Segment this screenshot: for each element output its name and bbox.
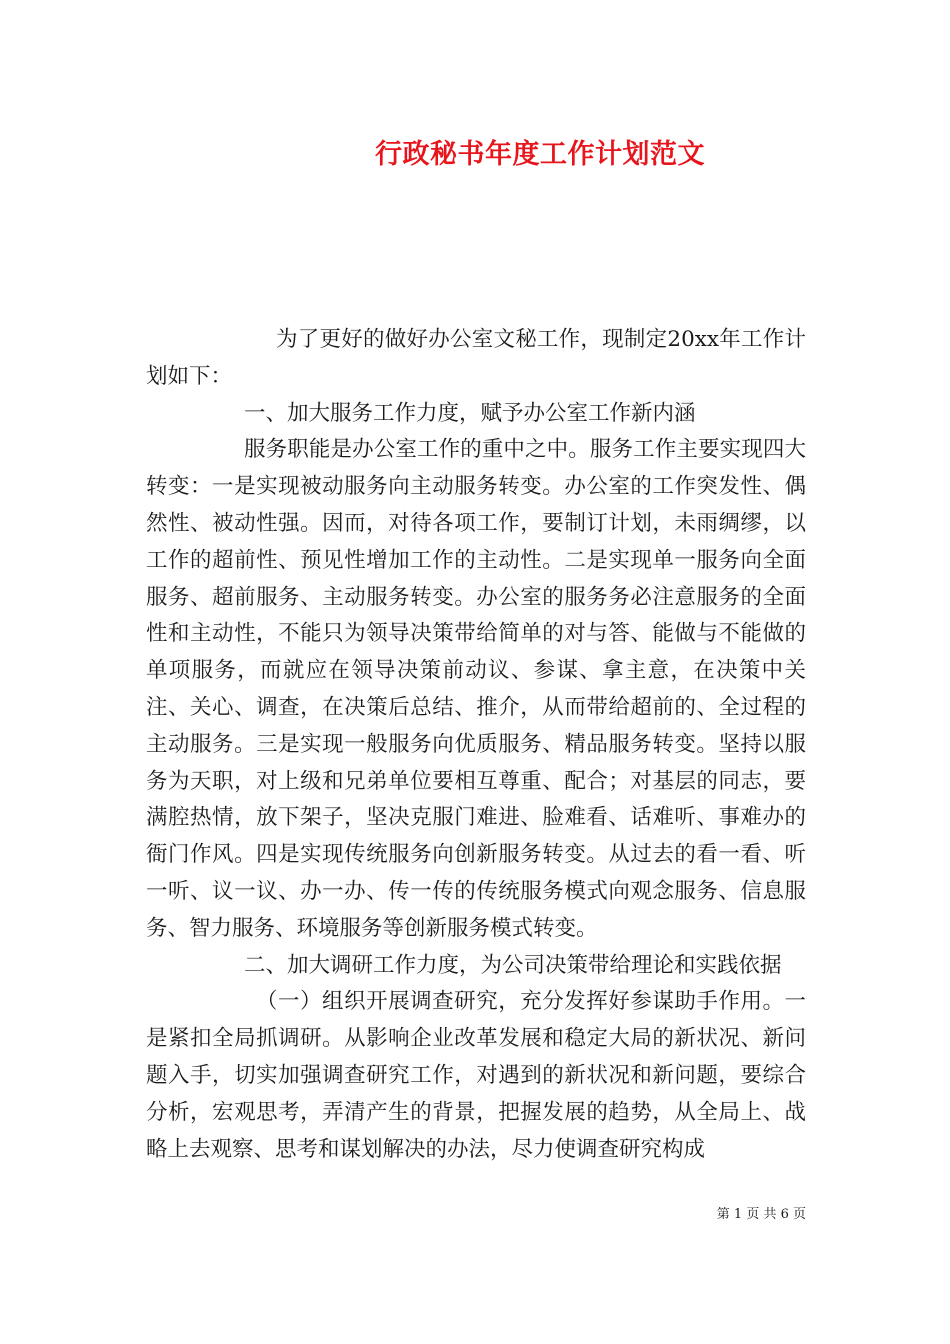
body-paragraph-2: （一）组织开展调查研究，充分发挥好参谋助手作用。一是紧扣全局抓调研。从影响企业改革发展和稳定大局的新状况、新问题入手，切实加强调查研究工作，对遇到的新状况和新问题，要综合分析，宏观思考，弄清产生的背景，把握发展的趋势，从全局上、战略上去观察、思考和谋划解决的办法，尽力使调查研究构成 [146,989,806,1162]
document-title: 行政秘书年度工作计划范文 [375,139,705,170]
page-number-footer: 第 1 页 共 6 页 [716,1207,806,1222]
document-body [146,322,806,1168]
body-paragraph-1: 服务职能是办公室工作的重中之中。服务工作主要实现四大转变：一是实现被动服务向主动服务转变。办公室的工作突发性、偶然性、被动性强。因而，对待各项工作，要制订计划，未雨绸缪，以工作的超前性、预见性增加工作的主动性。二是实现单一服务向全面服务、超前服务、主动服务转变。办公室的服务务必注意服务的全面性和主动性，不能只为领导决策带给简单的对与答、能做与不能做的单项服务，而就应在领导决策前动议、参谋、拿主意，在决策中关注、关心、调查，在决策后总结、推介，从而带给超前的、全过程的主动服务。三是实现一般服务向优质服务、精品服务转变。坚持以服务为天职，对上级和兄弟单位要相互尊重、配合；对基层的同志，要满腔热情，放下架子，坚决克服门难进、脸难看、话难听、事难办的衙门作风。四是实现传统服务向创新服务转变。从过去的看一看、听一听、议一议、办一办、传一传的传统服务模式向观念服务、信息服务、智力服务、环境服务等创新服务模式转变。 [146,437,806,941]
section-heading-2: 二、加大调研工作力度，为公司决策带给理论和实践依据 [244,952,782,978]
section-heading-1: 一、加大服务工作力度，赋予办公室工作新内涵 [244,400,696,426]
intro-paragraph: 为了更好的做好办公室文秘工作，现制定20xx年工作计划如下： [146,327,806,389]
